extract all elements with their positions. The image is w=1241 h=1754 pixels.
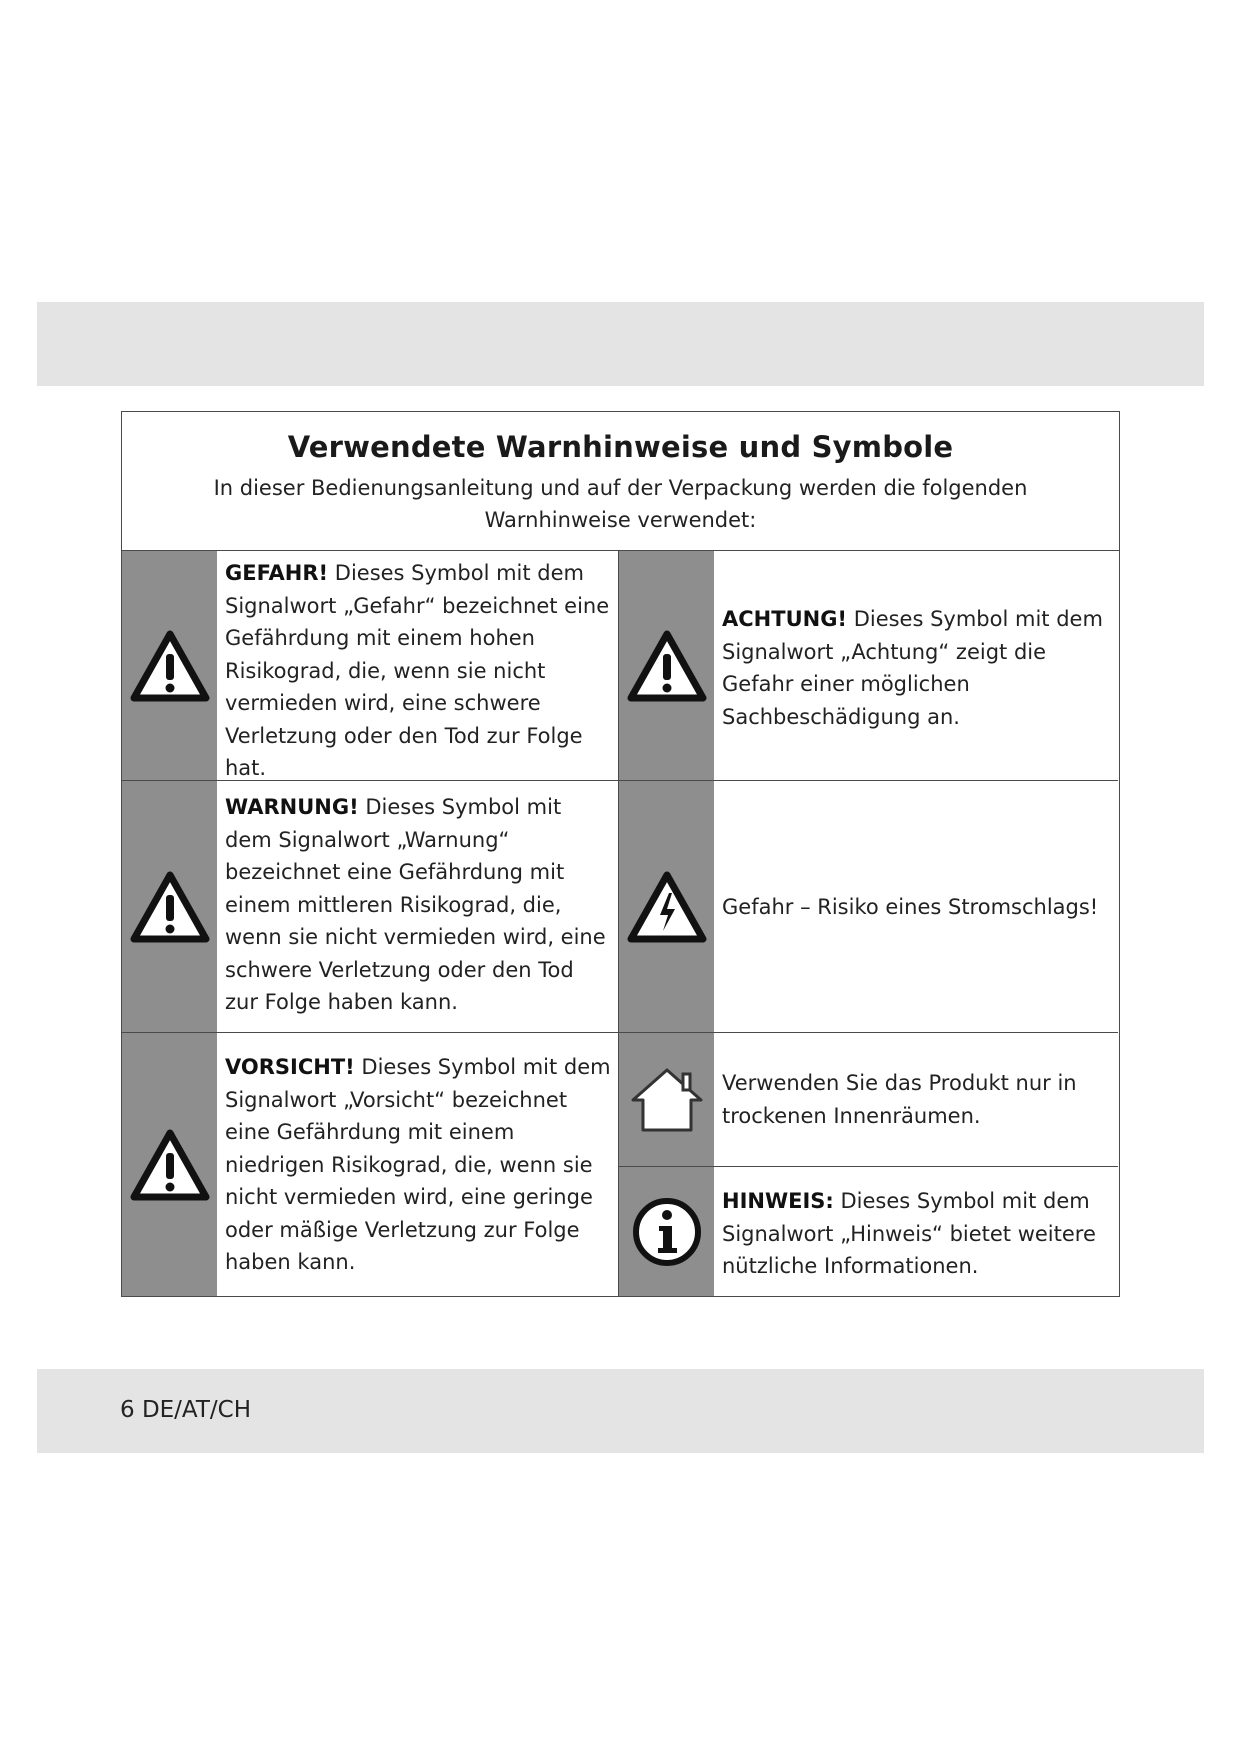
cell-hinweis bbox=[619, 1167, 1118, 1296]
header-band bbox=[37, 302, 1204, 386]
stromschlag-text: Gefahr – Risiko eines Stromschlags! bbox=[722, 895, 1099, 919]
panel-title: Verwendete Warnhinweise und Symbole bbox=[287, 430, 954, 464]
cell-gefahr bbox=[122, 551, 619, 781]
warnung-description: Dieses Symbol mit dem Signalwort „Warnung“ bezeichnet eine Gefährdung mit einem mittleren Risikograd, die, wenn sie nicht vermieden wird, eine schwere Verletzung oder den Tod zur Folge haben kann. bbox=[225, 795, 606, 1014]
warning-triangle-icon bbox=[627, 630, 707, 702]
electric-shock-icon bbox=[627, 871, 707, 943]
panel-header bbox=[122, 412, 1119, 551]
warnung-text bbox=[225, 791, 612, 1019]
info-icon bbox=[627, 1196, 707, 1268]
achtung-description: Dieses Symbol mit dem Signalwort „Achtung“ zeigt die Gefahr einer möglichen Sachbeschädigung an. bbox=[722, 607, 1103, 729]
cell-innenraeume bbox=[619, 1033, 1118, 1167]
page-number: 6 DE/AT/CH bbox=[120, 1397, 252, 1423]
warning-triangle-icon bbox=[130, 1129, 210, 1201]
gefahr-description: Dieses Symbol mit dem Signalwort „Gefahr“ bezeichnet eine Gefährdung mit einem hohen Risikograd, die, wenn sie nicht vermieden wird, eine schwere Verletzung oder den Tod zur Folge hat. bbox=[225, 561, 610, 780]
signal-word-gefahr: GEFAHR! bbox=[225, 561, 329, 585]
cell-vorsicht bbox=[122, 1033, 619, 1296]
panel-intro: In dieser Bedienungsanleitung und auf der Verpackung werden die folgenden Warnhinweise verwendet: bbox=[213, 476, 1028, 532]
cell-achtung bbox=[619, 551, 1118, 781]
vorsicht-text bbox=[225, 1051, 612, 1279]
house-icon bbox=[627, 1064, 707, 1136]
signal-word-hinweis: HINWEIS: bbox=[722, 1189, 834, 1213]
cell-warnung bbox=[122, 781, 619, 1033]
vorsicht-description: Dieses Symbol mit dem Signalwort „Vorsicht“ bezeichnet eine Gefährdung mit einem niedrigen Risikograd, die, wenn sie nicht vermieden wird, eine geringe oder mäßige Verletzung zur Folge haben kann. bbox=[225, 1055, 611, 1274]
signal-word-vorsicht: VORSICHT! bbox=[225, 1055, 355, 1079]
signal-word-warnung: WARNUNG! bbox=[225, 795, 359, 819]
signal-word-achtung: ACHTUNG! bbox=[722, 607, 848, 631]
gefahr-text bbox=[225, 557, 612, 785]
warning-symbols-panel bbox=[121, 411, 1120, 1297]
hinweis-text bbox=[722, 1185, 1112, 1283]
warning-triangle-icon bbox=[130, 871, 210, 943]
innenraeume-text: Verwenden Sie das Produkt nur in trockenen Innenräumen. bbox=[722, 1071, 1077, 1128]
warning-triangle-icon bbox=[130, 630, 210, 702]
achtung-text bbox=[722, 603, 1112, 733]
hinweis-description: Dieses Symbol mit dem Signalwort „Hinweis“ bietet weitere nützliche Informationen. bbox=[722, 1189, 1096, 1278]
cell-stromschlag bbox=[619, 781, 1118, 1033]
